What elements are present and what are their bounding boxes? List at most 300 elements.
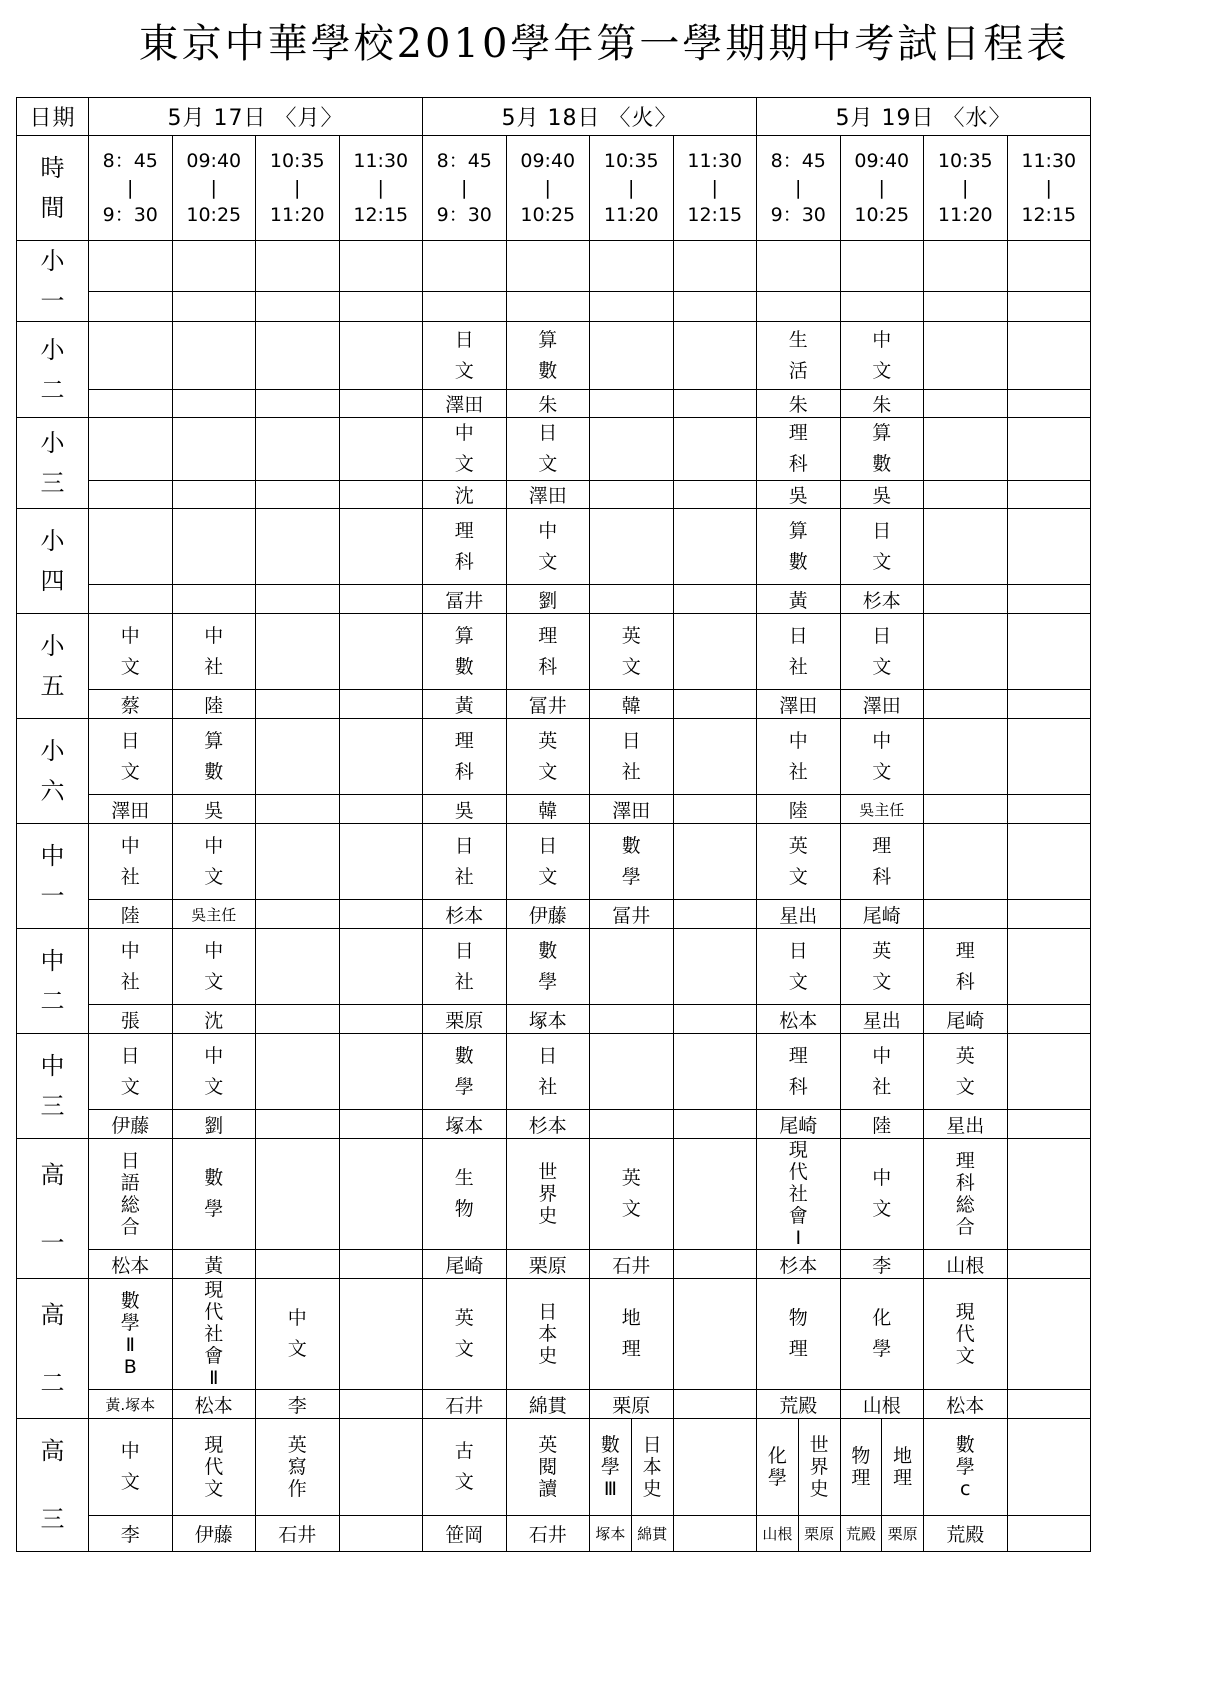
subject-char: 化	[767, 1445, 787, 1467]
teacher-cell: 荒殿	[924, 1516, 1008, 1552]
subject-char: 中	[538, 519, 558, 542]
subject-cell	[506, 719, 590, 795]
grade-char: 小	[40, 527, 65, 555]
period-sep: |	[127, 176, 134, 199]
subject-cell	[757, 1139, 841, 1250]
subject-cell	[423, 614, 507, 690]
teacher-cell	[673, 1390, 757, 1419]
subject-cell	[339, 241, 423, 292]
subject-char: 史	[538, 1205, 558, 1227]
grade-char: 五	[40, 672, 65, 700]
subject-char: 中	[204, 1044, 224, 1067]
teacher-cell	[506, 292, 590, 322]
subject-cell	[757, 322, 841, 390]
subject-char: 社	[788, 1183, 808, 1205]
teacher-cell: 尾崎	[423, 1250, 507, 1279]
subject-char: 中	[204, 834, 224, 857]
teacher-cell	[840, 1516, 924, 1552]
subject-cell	[673, 929, 757, 1005]
subject-char: 英	[538, 729, 558, 752]
grade-subject-row	[17, 241, 1091, 292]
subject-char: 理	[851, 1467, 871, 1489]
subject-char: 日	[788, 939, 808, 962]
grade-char: 中	[40, 1052, 65, 1080]
grade-label	[17, 824, 89, 929]
subject-char: 文	[621, 1198, 641, 1220]
teacher-cell	[256, 481, 340, 509]
teacher-cell	[924, 585, 1008, 614]
subject-cell	[924, 1139, 1008, 1250]
grade-char: 高	[40, 1160, 65, 1189]
subject-char: 數	[204, 1167, 224, 1189]
teacher-cell	[339, 292, 423, 322]
subject-cell	[339, 322, 423, 390]
period-start: 11:30	[1021, 149, 1077, 172]
teacher-cell	[172, 585, 256, 614]
grade-char: 一	[40, 287, 65, 315]
subject-char: 算	[204, 729, 224, 752]
subject-cell	[256, 241, 340, 292]
subject-cell	[89, 322, 173, 390]
subject-char: 理	[788, 422, 808, 444]
subject-char: 英	[955, 1044, 975, 1067]
subject-cell	[339, 614, 423, 690]
teacher-cell: 蔡	[89, 690, 173, 719]
period-sep: |	[544, 176, 551, 199]
teacher-cell	[256, 292, 340, 322]
subject-cell	[506, 1419, 590, 1516]
grade-teacher-row	[17, 585, 1091, 614]
subject-cell	[506, 418, 590, 481]
teacher-cell: 綿貫	[506, 1390, 590, 1419]
teacher-cell: 笹岡	[423, 1516, 507, 1552]
teacher-cell: 星出	[924, 1110, 1008, 1139]
subject-char: 會	[204, 1345, 224, 1367]
subject-cell	[840, 614, 924, 690]
split-subject	[757, 1419, 840, 1515]
subject-cell	[423, 1279, 507, 1390]
teacher-cell: 栗原	[590, 1390, 674, 1419]
teacher-cell	[590, 390, 674, 418]
teacher-cell	[1007, 900, 1091, 929]
subject-char: 理	[454, 519, 474, 542]
teacher-cell	[256, 690, 340, 719]
subject-char: 中	[872, 729, 892, 752]
grade-subject-row	[17, 509, 1091, 585]
subject-char: 日	[538, 1044, 558, 1067]
split-subject	[841, 1419, 924, 1515]
period-end: 11:20	[269, 203, 325, 226]
subject-cell	[423, 929, 507, 1005]
teacher-cell: 杉本	[757, 1250, 841, 1279]
date-label: 日期	[17, 98, 89, 136]
subject-cell	[506, 509, 590, 585]
teacher-cell	[89, 390, 173, 418]
grade-subject-row	[17, 1279, 1091, 1390]
date-header-row	[17, 98, 1091, 136]
subject-char: 數	[454, 655, 474, 678]
teacher-cell	[924, 690, 1008, 719]
subject-cell	[757, 418, 841, 481]
subject-char: 文	[454, 453, 474, 475]
grade-char: 二	[40, 375, 65, 404]
teacher-cell	[89, 585, 173, 614]
subject-char: 科	[454, 760, 474, 783]
period-sep: |	[711, 176, 718, 199]
teacher-cell: 李	[256, 1390, 340, 1419]
subject-cell	[172, 322, 256, 390]
subject-cell	[423, 509, 507, 585]
exam-schedule-table	[16, 97, 1091, 1552]
subject-char: 文	[287, 1338, 307, 1360]
subject-char: 物	[851, 1445, 871, 1467]
subject-cell	[172, 929, 256, 1005]
subject-char: 中	[120, 939, 140, 962]
subject-char: 中	[204, 624, 224, 647]
subject-cell	[757, 1419, 798, 1515]
subject-char: 日	[538, 422, 558, 444]
subject-char: 文	[955, 1345, 975, 1367]
subject-cell	[1007, 929, 1091, 1005]
subject-cell	[673, 418, 757, 481]
grade-teacher-row	[17, 1390, 1091, 1419]
teacher-cell	[590, 585, 674, 614]
subject-cell	[256, 1139, 340, 1250]
teacher-cell	[1007, 390, 1091, 418]
subject-cell	[423, 1139, 507, 1250]
subject-cell	[256, 929, 340, 1005]
subject-char: 社	[538, 1075, 558, 1098]
subject-char: 中	[454, 422, 474, 444]
teacher-cell	[1007, 795, 1091, 824]
subject-cell	[89, 1139, 173, 1250]
subject-cell	[590, 241, 674, 292]
period-cell	[590, 136, 674, 241]
teacher-cell	[1007, 1110, 1091, 1139]
grade-char: 三	[40, 1505, 65, 1533]
subject-char: 英	[872, 939, 892, 962]
subject-cell	[757, 824, 841, 900]
subject-char: 英	[454, 1307, 474, 1329]
teacher-cell: 吳	[423, 795, 507, 824]
subject-char: 中	[120, 624, 140, 647]
subject-cell	[339, 824, 423, 900]
subject-char: 古	[454, 1440, 474, 1462]
subject-char: 文	[454, 359, 474, 382]
period-cell	[673, 136, 757, 241]
subject-cell	[89, 418, 173, 481]
teacher-cell	[1007, 1390, 1091, 1419]
teacher-cell	[590, 481, 674, 509]
teacher-cell: 松本	[89, 1250, 173, 1279]
subject-char: 數	[538, 939, 558, 962]
grade-char: 高	[40, 1437, 65, 1465]
subject-char: 科	[955, 970, 975, 993]
subject-char: 中	[120, 834, 140, 857]
teacher-cell	[256, 1250, 340, 1279]
subject-char: 中	[120, 1440, 140, 1462]
subject-char: 科	[788, 453, 808, 475]
teacher-cell: 栗原	[506, 1250, 590, 1279]
teacher-cell: 澤田	[757, 690, 841, 719]
grade-char: 小	[40, 737, 65, 765]
subject-char: 現	[204, 1279, 224, 1301]
grade-subject-row	[17, 1139, 1091, 1250]
subject-cell	[924, 418, 1008, 481]
teacher-cell	[590, 292, 674, 322]
subject-char: Ⅱ	[125, 1334, 135, 1356]
subject-cell	[172, 1279, 256, 1390]
subject-char: 理	[621, 1338, 641, 1360]
subject-char: 日	[454, 939, 474, 962]
subject-char: 界	[538, 1183, 558, 1205]
subject-char: 本	[642, 1456, 662, 1478]
subject-cell	[673, 509, 757, 585]
teacher-cell: 陸	[89, 900, 173, 929]
teacher-cell: 石井	[256, 1516, 340, 1552]
subject-cell	[673, 719, 757, 795]
subject-char: 中	[287, 1307, 307, 1329]
subject-char: 生	[454, 1167, 474, 1189]
subject-char: 現	[204, 1434, 224, 1456]
period-end: 10:25	[854, 203, 910, 226]
subject-cell	[506, 1034, 590, 1110]
teacher-cell	[1007, 481, 1091, 509]
teacher-cell: 澤田	[590, 795, 674, 824]
subject-cell	[757, 1034, 841, 1110]
subject-cell	[840, 418, 924, 481]
subject-char: 文	[120, 655, 140, 678]
grade-label	[17, 1419, 89, 1552]
subject-char: 會	[788, 1205, 808, 1227]
teacher-cell	[172, 390, 256, 418]
teacher-cell: 沈	[172, 1005, 256, 1034]
subject-cell	[256, 614, 340, 690]
subject-char: 日	[454, 834, 474, 857]
subject-cell	[590, 1419, 674, 1516]
grade-teacher-row	[17, 481, 1091, 509]
period-start: 09:40	[186, 149, 242, 172]
grade-label	[17, 719, 89, 824]
teacher-cell	[673, 1005, 757, 1034]
subject-char: 文	[538, 760, 558, 783]
subject-char: 數	[600, 1434, 620, 1456]
grade-char: 四	[40, 567, 65, 595]
teacher-cell: 山根	[757, 1516, 798, 1551]
subject-char: 文	[204, 1075, 224, 1098]
teacher-cell	[673, 1110, 757, 1139]
subject-char: 文	[538, 865, 558, 888]
subject-cell	[256, 1419, 340, 1516]
teacher-cell: 黃.塚本	[89, 1390, 173, 1419]
subject-char: 文	[204, 865, 224, 888]
subject-char: c	[960, 1478, 971, 1500]
subject-cell	[506, 614, 590, 690]
subject-cell	[172, 1034, 256, 1110]
subject-char: 地	[621, 1307, 641, 1329]
date-cell: 5月 17日 〈月〉	[89, 98, 423, 136]
subject-char: 日	[538, 834, 558, 857]
subject-char: 理	[872, 834, 892, 857]
teacher-cell: 杉本	[506, 1110, 590, 1139]
teacher-cell: 吳	[757, 481, 841, 509]
subject-char: 文	[454, 1338, 474, 1360]
subject-char: 學	[621, 865, 641, 888]
subject-cell	[757, 241, 841, 292]
subject-char: 代	[204, 1301, 224, 1323]
period-end: 10:25	[520, 203, 576, 226]
grade-subject-row	[17, 418, 1091, 481]
teacher-cell: 尾崎	[840, 900, 924, 929]
subject-cell	[757, 1279, 841, 1390]
subject-cell	[590, 824, 674, 900]
subject-cell	[841, 1419, 882, 1515]
subject-cell	[924, 929, 1008, 1005]
period-start: 10:35	[269, 149, 325, 172]
teacher-cell: 松本	[757, 1005, 841, 1034]
teacher-cell: 吳	[840, 481, 924, 509]
subject-char: 社	[204, 1323, 224, 1345]
teacher-cell	[1007, 1250, 1091, 1279]
grade-teacher-row	[17, 292, 1091, 322]
subject-char: 語	[120, 1172, 140, 1194]
teacher-cell	[673, 292, 757, 322]
teacher-cell	[256, 390, 340, 418]
subject-char: 合	[955, 1216, 975, 1238]
subject-cell	[506, 1279, 590, 1390]
subject-char: 寫	[287, 1456, 307, 1478]
teacher-cell: 伊藤	[506, 900, 590, 929]
period-sep: |	[962, 176, 969, 199]
teacher-cell	[256, 1110, 340, 1139]
subject-char: 理	[788, 1044, 808, 1067]
subject-cell	[89, 1419, 173, 1516]
subject-cell	[924, 824, 1008, 900]
subject-cell	[1007, 824, 1091, 900]
subject-cell	[590, 1419, 631, 1515]
subject-char: 數	[955, 1434, 975, 1456]
subject-char: 日	[120, 1150, 140, 1172]
teacher-cell: 栗原	[887, 1525, 918, 1543]
teacher-cell	[840, 292, 924, 322]
teacher-cell: 星出	[840, 1005, 924, 1034]
subject-cell	[590, 509, 674, 585]
teacher-cell: 綿貫	[637, 1525, 668, 1543]
grade-subject-row	[17, 929, 1091, 1005]
subject-cell	[1007, 1034, 1091, 1110]
teacher-cell	[339, 1250, 423, 1279]
subject-cell	[172, 719, 256, 795]
subject-char: 中	[872, 328, 892, 351]
teacher-cell: 杉本	[423, 900, 507, 929]
subject-cell	[89, 614, 173, 690]
subject-cell	[1007, 509, 1091, 585]
grade-char: 小	[40, 335, 65, 364]
time-label-char: 間	[40, 194, 65, 222]
subject-cell	[339, 1279, 423, 1390]
teacher-cell	[673, 1250, 757, 1279]
time-label-char: 時	[40, 154, 65, 182]
subject-cell	[840, 322, 924, 390]
period-cell	[423, 136, 507, 241]
teacher-cell: 松本	[924, 1390, 1008, 1419]
subject-cell	[673, 1139, 757, 1250]
subject-cell	[590, 322, 674, 390]
subject-cell	[423, 824, 507, 900]
period-end: 10:25	[186, 203, 242, 226]
subject-cell	[172, 241, 256, 292]
subject-char: 日	[538, 1301, 558, 1323]
subject-char: 中	[788, 729, 808, 752]
subject-cell	[590, 719, 674, 795]
subject-cell	[673, 1279, 757, 1390]
teacher-cell	[1007, 1005, 1091, 1034]
subject-char: 史	[538, 1345, 558, 1367]
period-start: 11:30	[687, 149, 743, 172]
subject-char: 文	[120, 760, 140, 783]
grade-char: 小	[40, 632, 65, 660]
teacher-cell	[924, 390, 1008, 418]
date-cell: 5月 19日 〈水〉	[757, 98, 1091, 136]
subject-char: 日	[872, 624, 892, 647]
teacher-cell: 伊藤	[89, 1110, 173, 1139]
subject-char: 學	[454, 1075, 474, 1098]
grade-subject-row	[17, 1034, 1091, 1110]
teacher-cell: 朱	[840, 390, 924, 418]
subject-char: 算	[454, 624, 474, 647]
subject-char: 英	[621, 624, 641, 647]
period-start: 10:35	[603, 149, 659, 172]
subject-cell	[590, 614, 674, 690]
subject-char: 理	[955, 939, 975, 962]
subject-char: 本	[538, 1323, 558, 1345]
teacher-cell	[673, 585, 757, 614]
subject-char: 學	[204, 1198, 224, 1220]
subject-char: Ⅲ	[603, 1478, 617, 1500]
grade-teacher-row	[17, 1516, 1091, 1552]
teacher-cell: 張	[89, 1005, 173, 1034]
teacher-cell	[339, 900, 423, 929]
teacher-cell: 伊藤	[172, 1516, 256, 1552]
period-cell	[339, 136, 423, 241]
subject-char: 生	[788, 328, 808, 351]
period-cell	[1007, 136, 1091, 241]
subject-cell	[256, 1279, 340, 1390]
split-teacher	[841, 1516, 924, 1551]
subject-char: 中	[204, 939, 224, 962]
teacher-cell: 吳主任	[840, 795, 924, 824]
period-sep: |	[461, 176, 468, 199]
teacher-cell: 尾崎	[924, 1005, 1008, 1034]
teacher-cell: 陸	[172, 690, 256, 719]
period-sep: |	[795, 176, 802, 199]
time-label	[17, 136, 89, 241]
subject-char: 代	[788, 1161, 808, 1183]
subject-cell	[1007, 241, 1091, 292]
subject-cell	[89, 241, 173, 292]
subject-char: 理	[955, 1150, 975, 1172]
subject-char: 英	[538, 1434, 558, 1456]
subject-cell	[423, 322, 507, 390]
subject-char: 社	[872, 1075, 892, 1098]
teacher-cell: 栗原	[423, 1005, 507, 1034]
subject-cell	[757, 929, 841, 1005]
subject-char: B	[123, 1356, 137, 1378]
grade-label	[17, 1279, 89, 1419]
period-end: 11:20	[603, 203, 659, 226]
teacher-cell: 韓	[590, 690, 674, 719]
subject-cell	[840, 241, 924, 292]
